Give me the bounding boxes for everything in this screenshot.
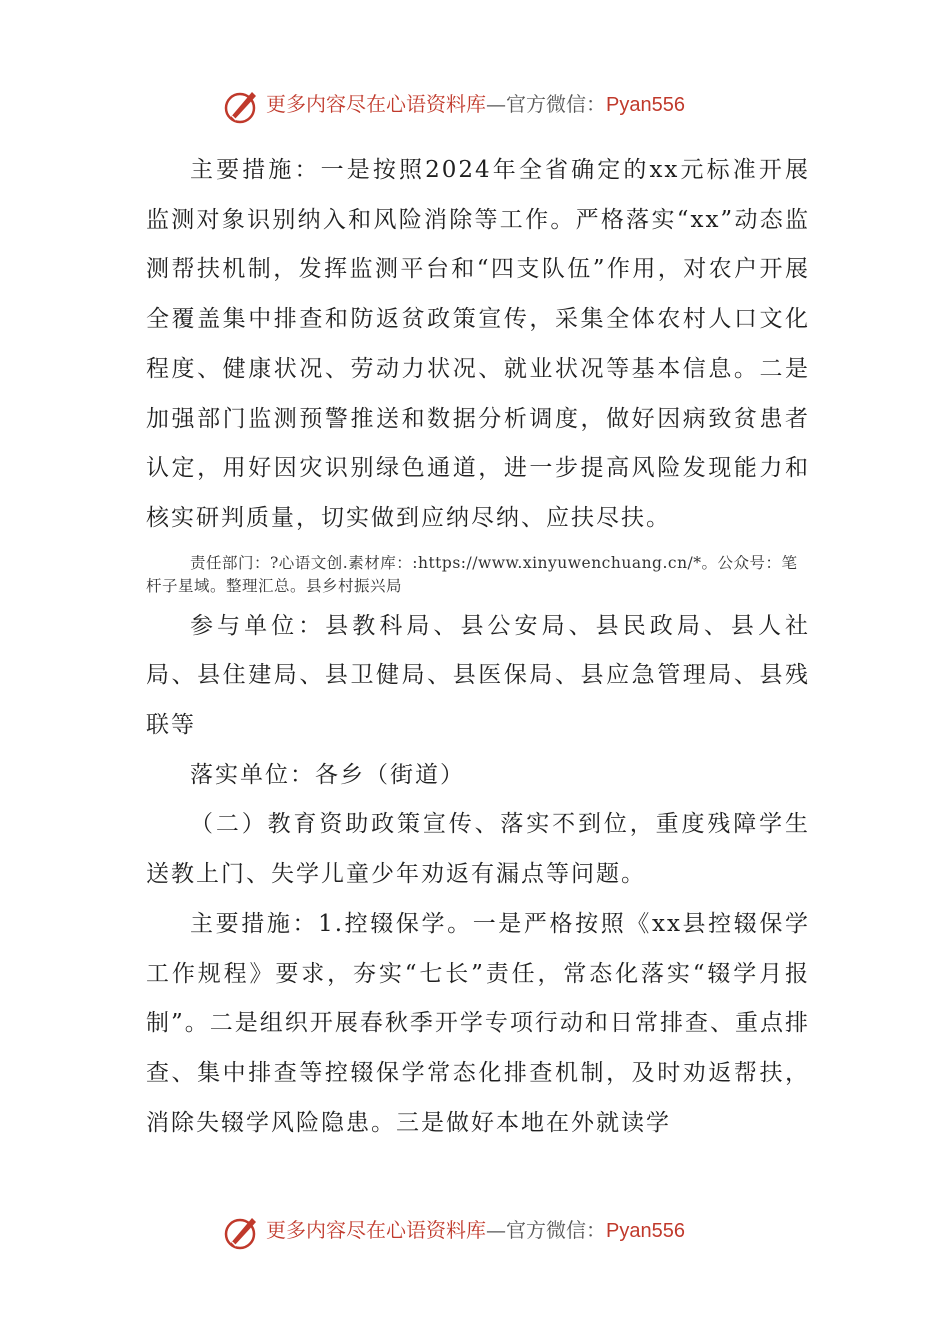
responsible-dept-note: 责任部门：?心语文创.素材库：:https://www.xinyuwenchuang.cn/*。公众号：笔杆子星域。整理汇总。县乡村振兴局 — [146, 553, 798, 595]
paragraph-implementing-units: 落实单位：各乡（街道） — [190, 761, 465, 788]
paragraph-participating-units: 参与单位：县教科局、县公安局、县民政局、县人社局、县住建局、县卫健局、县医保局、县应急管理局、县残联等 — [146, 612, 810, 739]
footer-banner — [0, 1206, 950, 1254]
quill-pen-logo-icon — [222, 86, 262, 126]
banner-wechat-id: Pyan556 — [606, 1220, 685, 1242]
banner-site-name: 更多内容尽在心语资料库 — [266, 92, 486, 116]
document-body — [146, 146, 810, 1148]
paragraph-section-two-heading: （二）教育资助政策宣传、落实不到位，重度残障学生送教上门、失学儿童少年劝返有漏点等问题。 — [146, 811, 810, 888]
banner-wechat-label: 官方微信： — [506, 92, 606, 116]
banner-dash: — — [486, 1218, 506, 1242]
header-banner — [0, 80, 950, 128]
banner-wechat-label: 官方微信： — [506, 1218, 606, 1242]
paragraph-measures-2: 主要措施：1.控辍保学。一是严格按照《xx县控辍保学工作规程》要求，夯实“七长”责任，常态化落实“辍学月报制”。二是组织开展春秋季开学专项行动和日常排查、重点排查、集中排查等控辍保学常态化排查机制，及时劝返帮扶，消除失辍学风险隐患。三是做好本地在外就读学 — [146, 910, 810, 1136]
banner-text — [266, 1216, 685, 1245]
paragraph-measures-1: 主要措施：一是按照2024年全省确定的xx元标准开展监测对象识别纳入和风险消除等工作。严格落实“xx”动态监测帮扶机制，发挥监测平台和“四支队伍”作用，对农户开展全覆盖集中排查和防返贫政策宣传，采集全体农村人口文化程度、健康状况、劳动力状况、就业状况等基本信息。二是加强部门监测预警推送和数据分析调度，做好因病致贫患者认定，用好因灾识别绿色通道，进一步提高风险发现能力和核实研判质量，切实做到应纳尽纳、应扶尽扶。 — [146, 157, 810, 531]
banner-wechat-id: Pyan556 — [606, 94, 685, 116]
banner-text — [266, 90, 685, 119]
responsible-dept-note-block — [146, 552, 810, 598]
banner-site-name: 更多内容尽在心语资料库 — [266, 1218, 486, 1242]
banner-dash: — — [486, 92, 506, 116]
quill-pen-logo-icon — [222, 1212, 262, 1252]
